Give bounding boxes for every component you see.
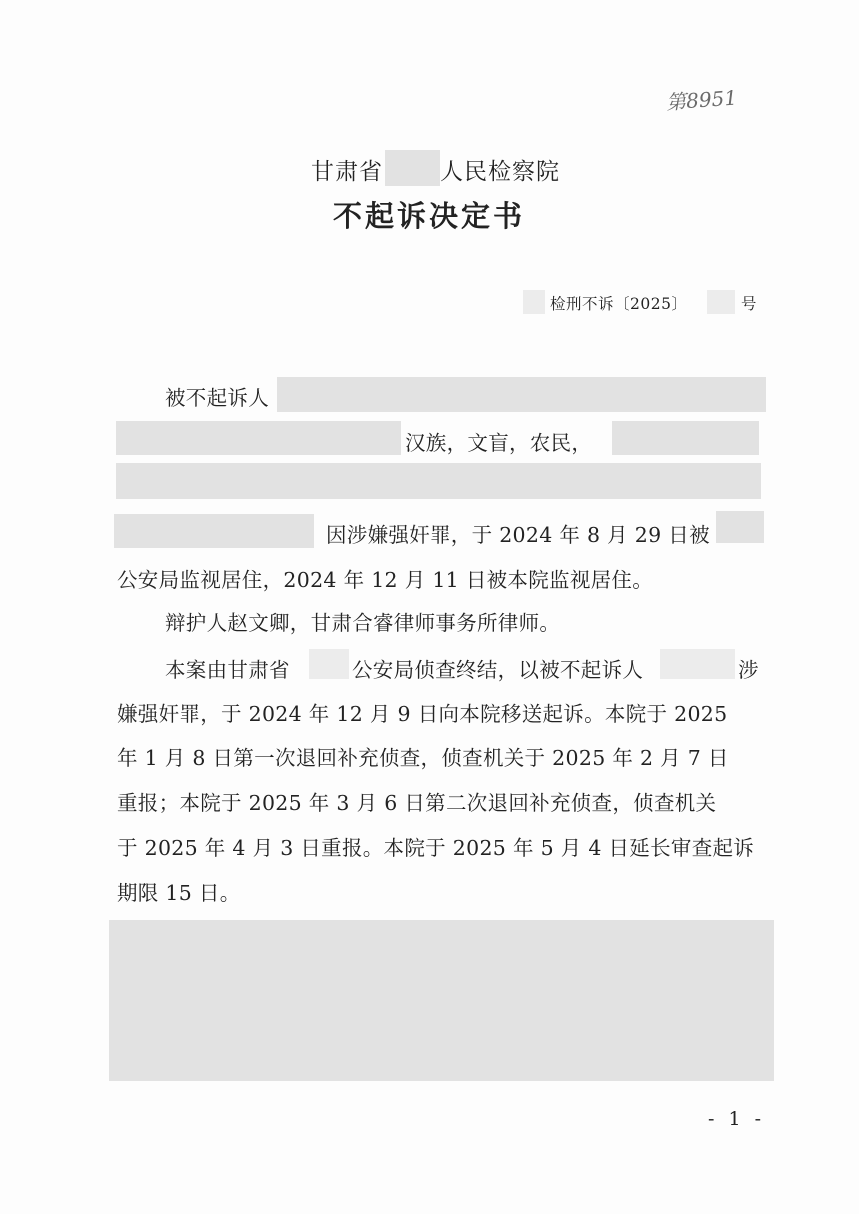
handwritten-note: 第8951 <box>665 85 738 115</box>
redacted-case-number <box>707 290 735 314</box>
p3-line3: 年 1 月 8 日第一次退回补充侦查，侦查机关于 2025 年 2 月 7 日 <box>117 746 729 770</box>
p1-line4: 因涉嫌强奸罪，于 2024 年 8 月 29 日被 <box>326 523 710 547</box>
redacted-police-1 <box>716 511 764 543</box>
p3-line2: 嫌强奸罪，于 2024 年 12 月 9 日向本院移送起诉。本院于 2025 <box>117 702 728 726</box>
redacted-block <box>109 920 774 1081</box>
page-number: - 1 - <box>708 1108 766 1130</box>
redacted-county-2 <box>309 649 349 679</box>
p1-line1: 被不起诉人 <box>165 386 269 410</box>
p3-line1-c: 涉 <box>738 658 759 682</box>
p1-line5: 公安局监视居住，2024 年 12 月 11 日被本院监视居住。 <box>117 568 654 592</box>
defense-counsel: 辩护人赵文卿，甘肃合睿律师事务所律师。 <box>165 611 561 635</box>
redacted-defendant-info-2 <box>116 421 401 455</box>
redacted-defendant-name <box>660 649 735 679</box>
p3-line1-b: 公安局侦查终结，以被不起诉人 <box>352 658 644 682</box>
redacted-defendant-info-1 <box>277 377 766 412</box>
document-title: 不起诉决定书 <box>333 199 526 233</box>
redacted-county <box>385 150 440 186</box>
org-prefix: 甘肃省 <box>311 159 383 185</box>
p3-line4: 重报；本院于 2025 年 3 月 6 日第二次退回补充侦查，侦查机关 <box>117 791 717 815</box>
org-suffix: 人民检察院 <box>440 159 560 185</box>
redacted-defendant-info-3 <box>612 421 759 455</box>
redacted-defendant-info-4 <box>116 463 761 499</box>
case-number: 检刑不诉〔2025〕 <box>550 295 688 313</box>
p3-line6: 期限 15 日。 <box>117 881 241 905</box>
p1-line2: 汉族，文盲，农民， <box>405 431 593 455</box>
redacted-case-prefix <box>523 290 545 314</box>
p3-line5: 于 2025 年 4 月 3 日重报。本院于 2025 年 5 月 4 日延长审查起诉 <box>117 836 755 860</box>
redacted-defendant-info-5 <box>114 514 314 548</box>
p3-line1-a: 本案由甘肃省 <box>165 658 290 682</box>
case-number-suffix: 号 <box>741 295 758 313</box>
